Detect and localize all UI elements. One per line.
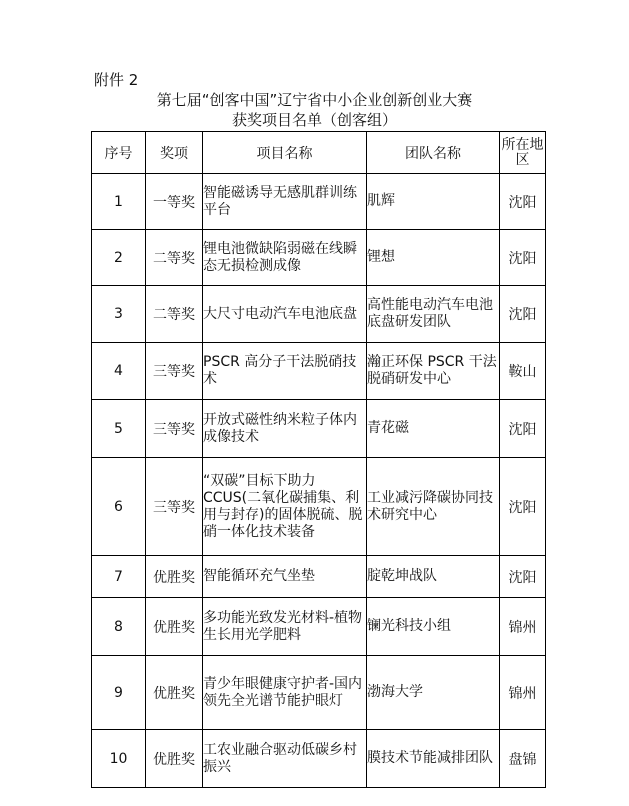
document-title: 第七届“创客中国”辽宁省中小企业创新创业大赛 [156,91,473,109]
cell-team: 膜技术节能减排团队 [367,730,500,788]
table-row [92,343,546,400]
cell-project: 大尺寸电动汽车电池底盘 [203,286,367,343]
cell-no: 5 [92,400,146,458]
header-no: 序号 [92,132,146,174]
cell-no: 9 [92,656,146,730]
table-row [92,730,546,788]
table-row [92,656,546,730]
cell-project: 青少年眼健康守护者-国内领先全光谱节能护眼灯 [203,656,367,730]
cell-region: 沈阳 [500,174,546,230]
cell-region: 鞍山 [500,343,546,400]
cell-region: 沈阳 [500,230,546,286]
table-row [92,286,546,343]
cell-team: 渤海大学 [367,656,500,730]
cell-award: 二等奖 [146,230,203,286]
header-team: 团队名称 [367,132,500,174]
cell-no: 1 [92,174,146,230]
cell-team: 工业减污降碳协同技术研究中心 [367,458,500,556]
cell-no: 2 [92,230,146,286]
cell-team: 镧光科技小组 [367,598,500,656]
table-row [92,556,546,598]
cell-award: 优胜奖 [146,598,203,656]
header-project: 项目名称 [203,132,367,174]
cell-team: 腚乾坤战队 [367,556,500,598]
cell-no: 7 [92,556,146,598]
header-region: 所在地区 [500,132,546,174]
attachment-label: 附件 2 [94,71,139,89]
cell-region: 盘锦 [500,730,546,788]
cell-award: 优胜奖 [146,730,203,788]
cell-project: 开放式磁性纳米粒子体内成像技术 [203,400,367,458]
cell-team: 青花磁 [367,400,500,458]
cell-region: 沈阳 [500,286,546,343]
cell-project: 智能磁诱导无感肌群训练平台 [203,174,367,230]
cell-region: 沈阳 [500,556,546,598]
cell-team: 高性能电动汽车电池底盘研发团队 [367,286,500,343]
table-row [92,458,546,556]
cell-project: PSCR 高分子干法脱硝技术 [203,343,367,400]
cell-project: 工农业融合驱动低碳乡村振兴 [203,730,367,788]
cell-project: 锂电池微缺陷弱磁在线瞬态无损检测成像 [203,230,367,286]
cell-project: 智能循环充气坐垫 [203,556,367,598]
cell-no: 3 [92,286,146,343]
table-row [92,598,546,656]
table-row [92,400,546,458]
document-subtitle: 获奖项目名单（创客组） [231,111,397,129]
cell-award: 二等奖 [146,286,203,343]
header-award: 奖项 [146,132,203,174]
cell-award: 三等奖 [146,343,203,400]
cell-no: 6 [92,458,146,556]
cell-team: 锂想 [367,230,500,286]
table-row [92,230,546,286]
cell-award: 优胜奖 [146,556,203,598]
cell-team: 肌辉 [367,174,500,230]
cell-award: 一等奖 [146,174,203,230]
cell-no: 4 [92,343,146,400]
cell-award: 三等奖 [146,400,203,458]
cell-team: 瀚正环保 PSCR 干法脱硝研发中心 [367,343,500,400]
cell-award: 三等奖 [146,458,203,556]
cell-region: 锦州 [500,656,546,730]
cell-award: 优胜奖 [146,656,203,730]
table-row [92,174,546,230]
awards-table [91,131,546,788]
cell-no: 10 [92,730,146,788]
table-header-row [92,132,546,174]
cell-region: 沈阳 [500,458,546,556]
cell-project: 多功能光致发光材料-植物生长用光学肥料 [203,598,367,656]
cell-region: 锦州 [500,598,546,656]
cell-region: 沈阳 [500,400,546,458]
cell-no: 8 [92,598,146,656]
cell-project: “双碳”目标下助力CCUS(二氧化碳捕集、利用与封存)的固体脱硫、脱硝一体化技术装备 [203,458,367,556]
